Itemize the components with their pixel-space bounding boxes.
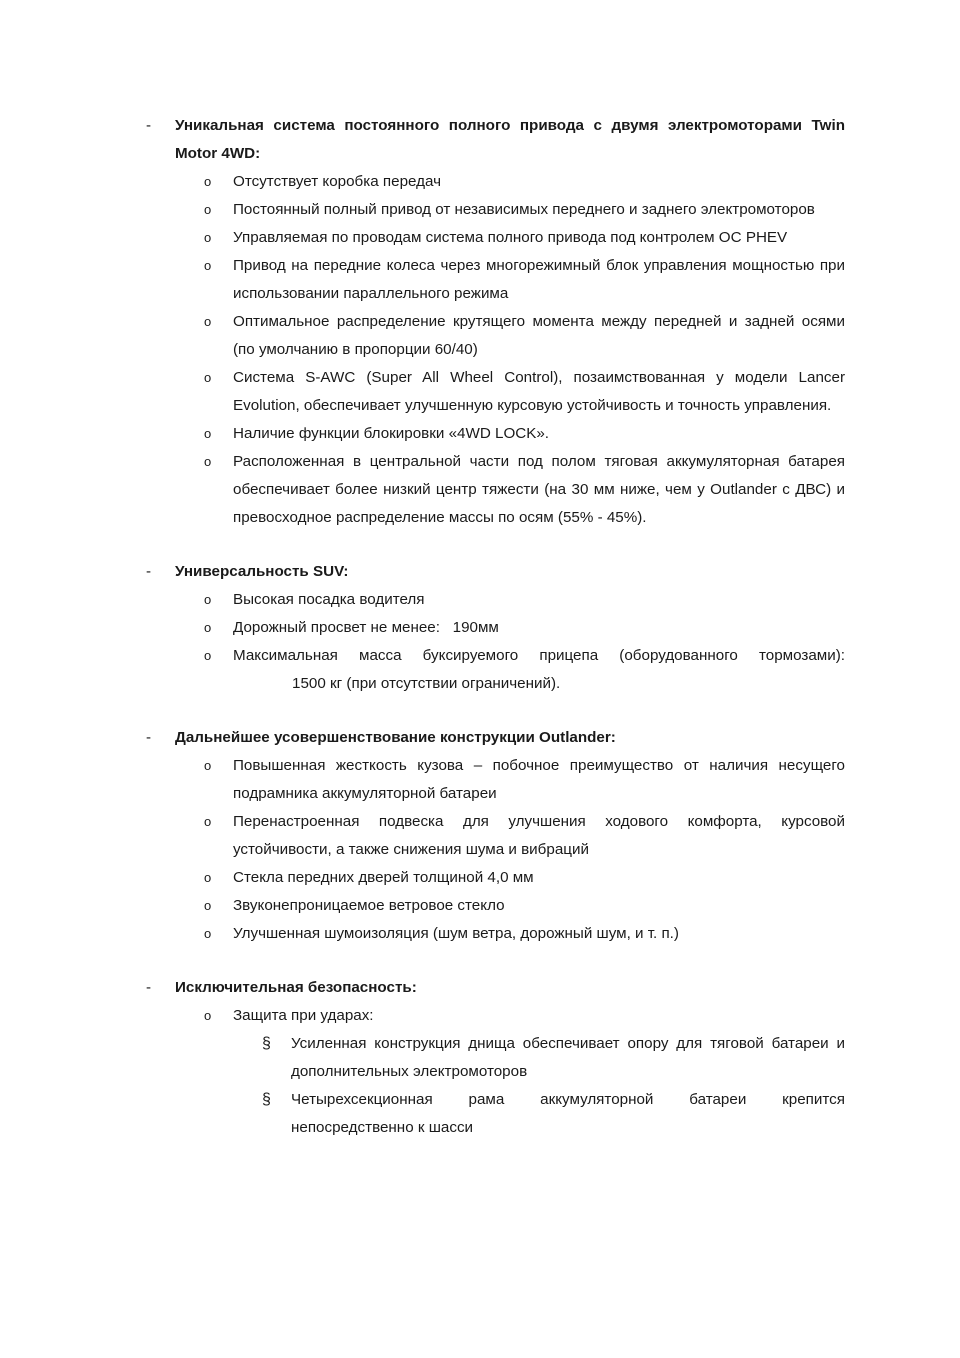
dash-marker: - bbox=[146, 979, 152, 996]
list-item: o Перенастроенная подвеска для улучшения ходового комфорта, курсовой устойчивости, а также снижения шума и вибраций bbox=[0, 808, 845, 864]
list-item: o Защита при ударах: bbox=[0, 1002, 845, 1030]
list-item: o Управляемая по проводам система полного привода под контролем ОС PHEV bbox=[0, 224, 845, 252]
section-title: Уникальная система постоянного полного привода с двумя электромоторами Twin Motor 4WD: bbox=[175, 117, 845, 162]
dash-marker: - bbox=[146, 117, 152, 134]
sub-list-item: § Четырехсекционная рама аккумуляторной батареи крепится непосредственно к шасси bbox=[0, 1086, 845, 1142]
circle-bullet-icon: o bbox=[204, 926, 212, 941]
list-item: o Наличие функции блокировки «4WD LOCK». bbox=[0, 420, 845, 448]
list-item: o Оптимальное распределение крутящего момента между передней и задней осями (по умолчанию в пропорции 60/40) bbox=[0, 308, 845, 364]
list-item: o Постоянный полный привод от независимых переднего и заднего электромоторов bbox=[0, 196, 845, 224]
document-page bbox=[0, 112, 960, 1168]
circle-bullet-icon: o bbox=[204, 898, 212, 913]
list-item: o Улучшенная шумоизоляция (шум ветра, дорожный шум, и т. п.) bbox=[0, 920, 845, 948]
circle-bullet-icon: o bbox=[204, 592, 212, 607]
section-heading bbox=[0, 558, 845, 586]
section-safety bbox=[0, 974, 960, 1142]
section-heading bbox=[0, 112, 845, 168]
section-title: Дальнейшее усовершенствование конструкции Outlander: bbox=[175, 729, 616, 746]
sub-list-item: § Усиленная конструкция днища обеспечивает опору для тяговой батареи и дополнительных электромоторов bbox=[0, 1030, 845, 1086]
section-sign-bullet-icon: § bbox=[262, 1091, 271, 1108]
list-item: o Дорожный просвет не менее: 190мм bbox=[0, 614, 845, 642]
section-heading bbox=[0, 724, 845, 752]
list-item: o Система S-AWC (Super All Wheel Control), позаимствованная у модели Lancer Evolution, обеспечивает улучшенную курсовую устойчивость и точность управления. bbox=[0, 364, 845, 420]
section-title: Исключительная безопасность: bbox=[175, 979, 417, 996]
list-item: o Отсутствует коробка передач bbox=[0, 168, 845, 196]
circle-bullet-icon: o bbox=[204, 814, 212, 829]
circle-bullet-icon: o bbox=[204, 454, 212, 469]
list-item: o Максимальная масса буксируемого прицепа (оборудованного тормозами): bbox=[0, 642, 845, 670]
circle-bullet-icon: o bbox=[204, 174, 212, 189]
dash-marker: - bbox=[146, 563, 152, 580]
circle-bullet-icon: o bbox=[204, 620, 212, 635]
circle-bullet-icon: o bbox=[204, 1008, 212, 1023]
section-sign-bullet-icon: § bbox=[262, 1035, 271, 1052]
dash-marker: - bbox=[146, 729, 152, 746]
list-item: o Высокая посадка водителя bbox=[0, 586, 845, 614]
circle-bullet-icon: o bbox=[204, 258, 212, 273]
section-outlander-improvements bbox=[0, 724, 960, 948]
section-suv bbox=[0, 558, 960, 698]
circle-bullet-icon: o bbox=[204, 426, 212, 441]
list-item: o Расположенная в центральной части под полом тяговая аккумуляторная батарея обеспечивает более низкий центр тяжести (на 30 мм ниже, чем у Outlander с ДВС) и превосходное распределение массы по осям (55% - 45%). bbox=[0, 448, 845, 532]
list-item: o Стекла передних дверей толщиной 4,0 мм bbox=[0, 864, 845, 892]
section-title: Универсальность SUV: bbox=[175, 563, 349, 580]
list-item: o Звуконепроницаемое ветровое стекло bbox=[0, 892, 845, 920]
list-item-continuation: 1500 кг (при отсутствии ограничений). bbox=[292, 675, 561, 692]
section-twin-motor bbox=[0, 112, 960, 532]
list-item: o Повышенная жесткость кузова – побочное преимущество от наличия несущего подрамника аккумуляторной батареи bbox=[0, 752, 845, 808]
circle-bullet-icon: o bbox=[204, 370, 212, 385]
circle-bullet-icon: o bbox=[204, 202, 212, 217]
circle-bullet-icon: o bbox=[204, 870, 212, 885]
circle-bullet-icon: o bbox=[204, 314, 212, 329]
circle-bullet-icon: o bbox=[204, 230, 212, 245]
circle-bullet-icon: o bbox=[204, 648, 212, 663]
section-heading bbox=[0, 974, 845, 1002]
circle-bullet-icon: o bbox=[204, 758, 212, 773]
list-item: o Привод на передние колеса через многорежимный блок управления мощностью при использовании параллельного режима bbox=[0, 252, 845, 308]
